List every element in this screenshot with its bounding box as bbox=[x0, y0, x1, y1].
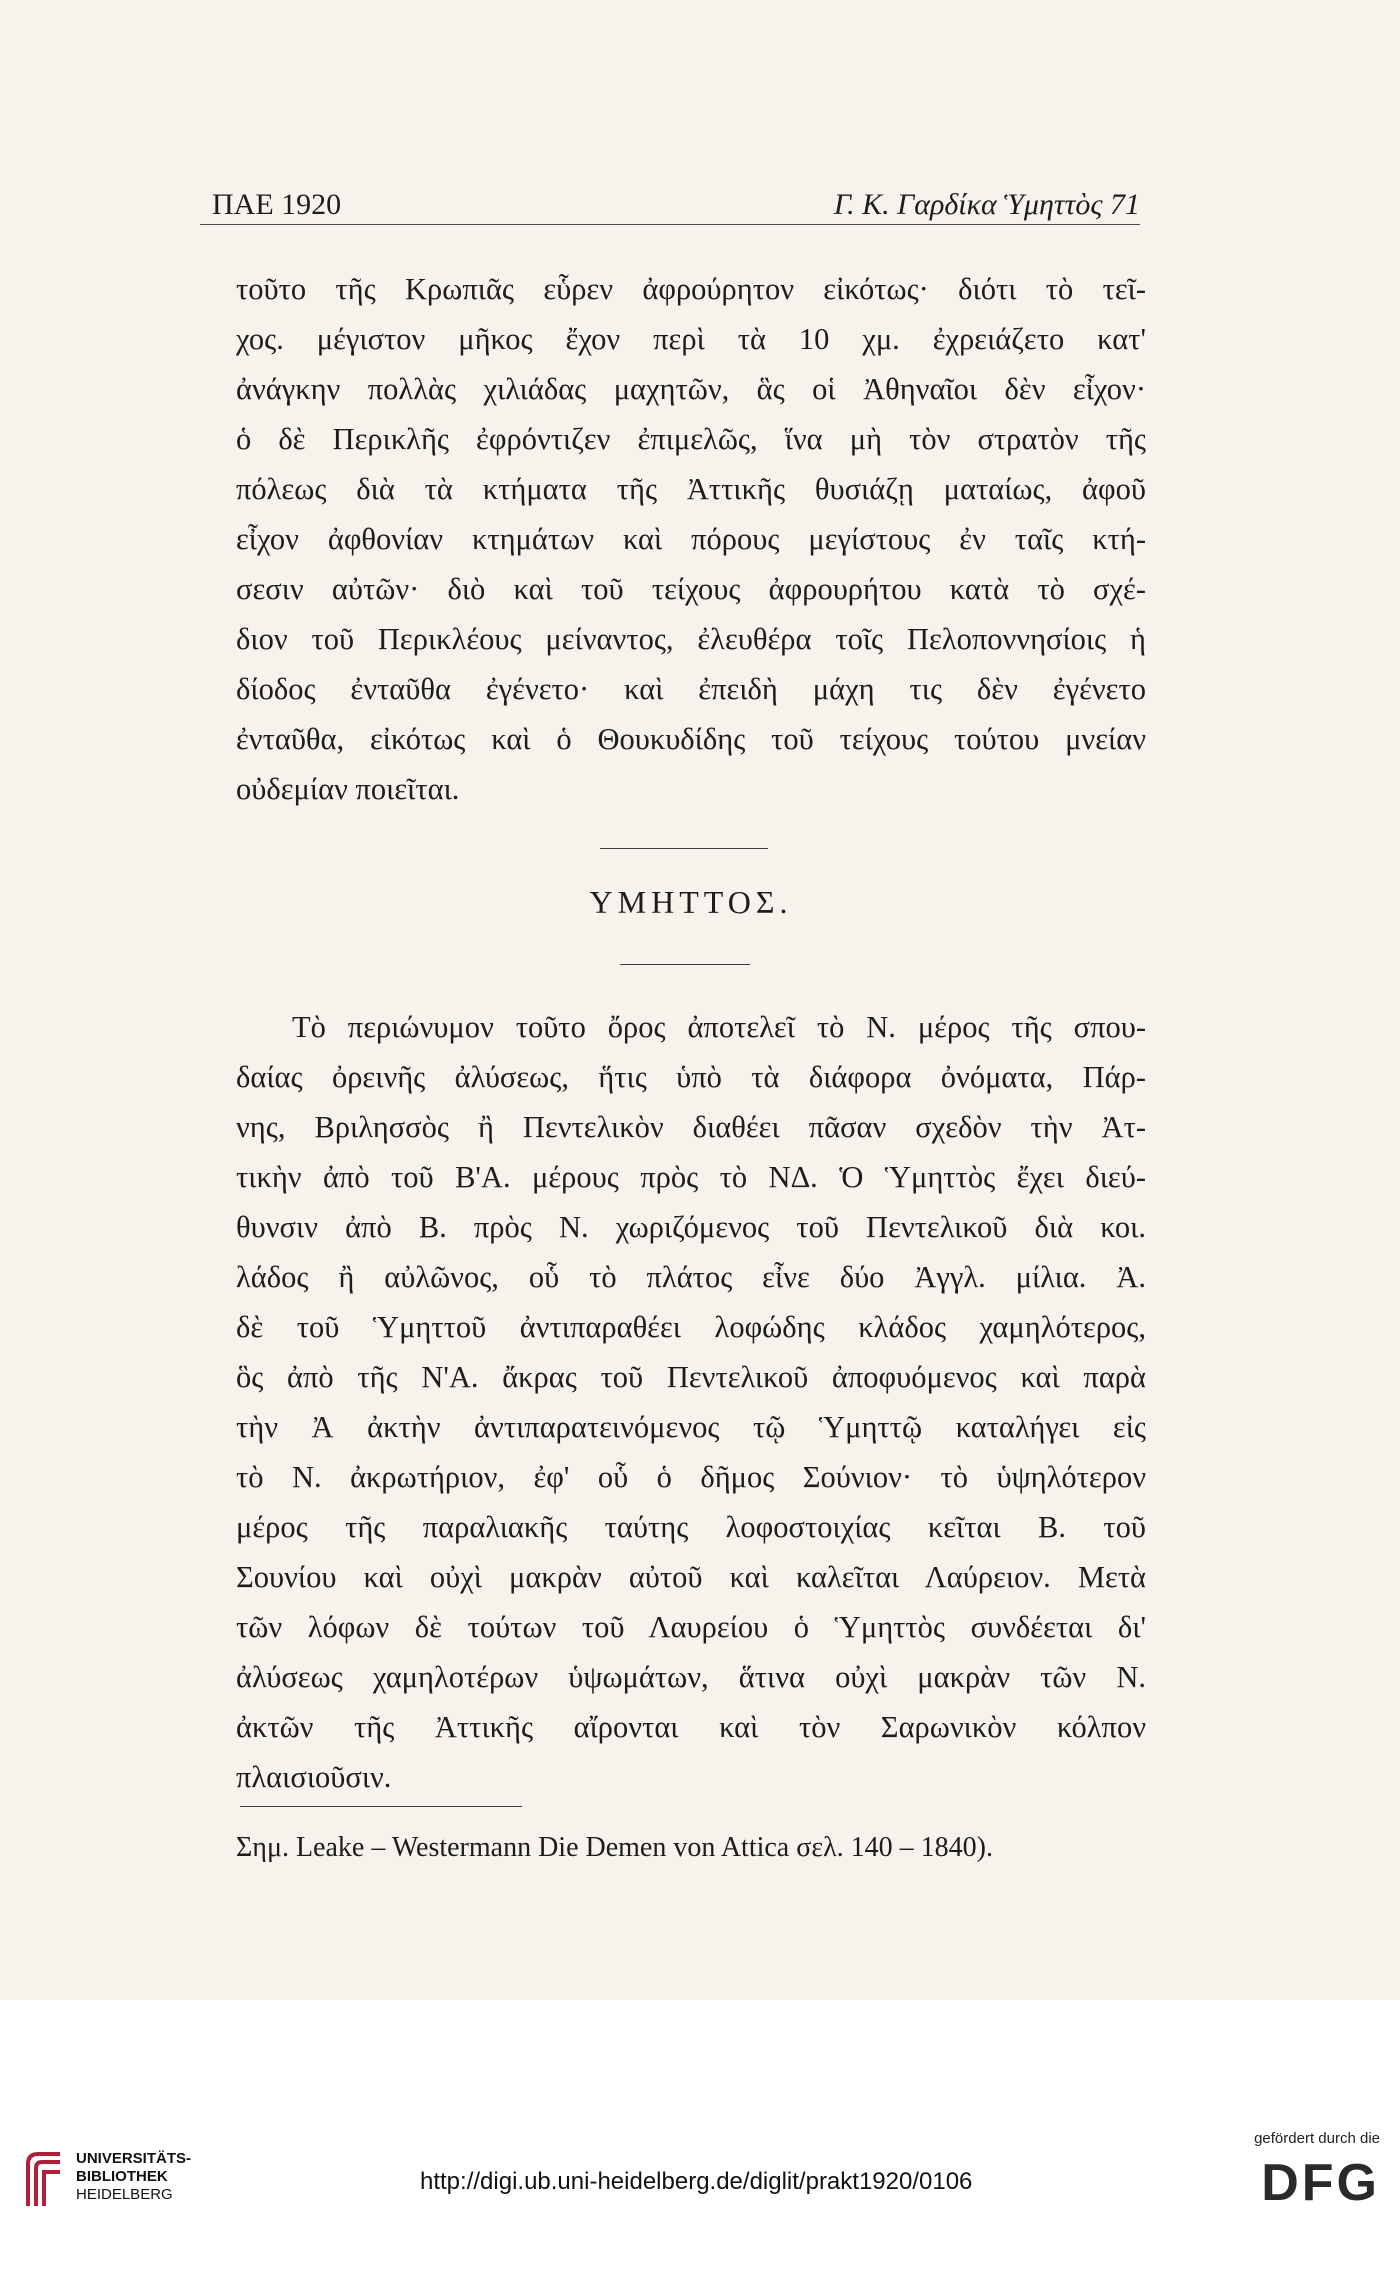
text-line: Σουνίου καὶ οὐχὶ μακρὰν αὐτοῦ καὶ καλεῖται Λαύρειον. Μετὰ bbox=[236, 1560, 1146, 1594]
digitization-footer bbox=[0, 2000, 1400, 2286]
footnote: Σημ. Leake – Westermann Die Demen von Attica σελ. 140 – 1840). bbox=[236, 1832, 993, 1863]
text-line: μέρος τῆς παραλιακῆς ταύτης λοφοστοιχίας κεῖται Β. τοῦ bbox=[236, 1510, 1146, 1544]
text-line: νης, Βριλησσὸς ἢ Πεντελικὸν διαθέει πᾶσαν σχεδὸν τὴν Ἀτ- bbox=[236, 1110, 1146, 1144]
text-line: δίοδος ἐνταῦθα ἐγένετο· καὶ ἐπειδὴ μάχη τις δὲν ἐγένετο bbox=[236, 672, 1146, 706]
footnote-rule bbox=[240, 1806, 522, 1807]
text-line: ἀκτῶν τῆς Ἀττικῆς αἴρονται καὶ τὸν Σαρωνικὸν κόλπον bbox=[236, 1710, 1146, 1744]
library-name-line: UNIVERSITÄTS- bbox=[76, 2150, 192, 2167]
dfg-funding-logo bbox=[1230, 2130, 1380, 2270]
library-logo-icon bbox=[24, 2148, 64, 2208]
text-line: χος. μέγιστον μῆκος ἔχον περὶ τὰ 10 χμ. ἐχρειάζετο κατ' bbox=[236, 322, 1146, 356]
text-line: τὸ Ν. ἀκρωτήριον, ἐφ' οὗ ὁ δῆμος Σούνιον· τὸ ὑψηλότερον bbox=[236, 1460, 1146, 1494]
text-line: τοῦτο τῆς Κρωπιᾶς εὗρεν ἀφρούρητον εἰκότως· διότι τὸ τεῖ- bbox=[236, 272, 1146, 306]
text-line: τῶν λόφων δὲ τούτων τοῦ Λαυρείου ὁ Ὑμηττὸς συνδέεται δι' bbox=[236, 1610, 1146, 1644]
text-line: ἀνάγκην πολλὰς χιλιάδας μαχητῶν, ἃς οἱ Ἀθηναῖοι δὲν εἶχον· bbox=[236, 372, 1146, 406]
text-line: ὁ δὲ Περικλῆς ἐφρόντιζεν ἐπιμελῶς, ἵνα μὴ τὸν στρατὸν τῆς bbox=[236, 422, 1146, 456]
text-line: ἐνταῦθα, εἰκότως καὶ ὁ Θουκυδίδης τοῦ τείχους τούτου μνείαν bbox=[236, 722, 1146, 756]
text-line: δὲ τοῦ Ὑμηττοῦ ἀντιπαραθέει λοφώδης κλάδος χαμηλότερος, bbox=[236, 1310, 1146, 1344]
text-line: λάδος ἢ αὐλῶνος, οὗ τὸ πλάτος εἶνε δύο Ἀγγλ. μίλια. Ἀ. bbox=[236, 1260, 1146, 1294]
permalink-url[interactable]: http://digi.ub.uni-heidelberg.de/diglit/prakt1920/0106 bbox=[420, 2168, 973, 2195]
text-line: πλαισιοῦσιν. bbox=[236, 1760, 392, 1794]
library-logo bbox=[10, 2128, 192, 2276]
text-line: δαίας ὀρεινῆς ἀλύσεως, ἥτις ὑπὸ τὰ διάφορα ὀνόματα, Πάρ- bbox=[236, 1060, 1146, 1094]
header-author-title-page: Γ. Κ. Γαρδίκα Ὑμηττὸς 71 bbox=[833, 188, 1140, 221]
section-title: ΥΜΗΤΤΟΣ. bbox=[589, 884, 793, 920]
text-line: ἀλύσεως χαμηλοτέρων ὑψωμάτων, ἅτινα οὐχὶ μακρὰν τῶν Ν. bbox=[236, 1660, 1146, 1694]
header-journal-year: ΠΑΕ 1920 bbox=[212, 188, 342, 221]
library-name bbox=[76, 2150, 191, 2204]
section-rule-bottom bbox=[620, 964, 750, 965]
dfg-caption: gefördert durch die bbox=[1254, 2130, 1380, 2147]
library-name-line: BIBLIOTHEK bbox=[76, 2168, 168, 2185]
section-rule-top bbox=[600, 848, 768, 849]
paragraph-hymettus bbox=[236, 1002, 1146, 1802]
text-line: πόλεως διὰ τὰ κτήματα τῆς Ἀττικῆς θυσιάζῃ ματαίως, ἀφοῦ bbox=[236, 472, 1146, 506]
text-line: εἶχον ἀφθονίαν κτημάτων καὶ πόρους μεγίστους ἐν ταῖς κτή- bbox=[236, 522, 1146, 556]
text-line: τὴν Ἀ ἀκτὴν ἀντιπαρατεινόμενος τῷ Ὑμηττῷ καταλήγει εἰς bbox=[236, 1410, 1146, 1444]
text-line: ὃς ἀπὸ τῆς Ν'Α. ἄκρας τοῦ Πεντελικοῦ ἀποφυόμενος καὶ παρὰ bbox=[236, 1360, 1146, 1394]
text-line: διον τοῦ Περικλέους μείναντος, ἐλευθέρα τοῖς Πελοποννησίοις ἡ bbox=[236, 622, 1146, 656]
text-line: Τὸ περιώνυμον τοῦτο ὄρος ἀποτελεῖ τὸ Ν. μέρος τῆς σπου- bbox=[292, 1010, 1146, 1044]
paragraph-kropia bbox=[236, 264, 1146, 814]
library-name-line: HEIDELBERG bbox=[76, 2186, 173, 2203]
running-header bbox=[200, 188, 1140, 225]
text-line: οὐδεμίαν ποιεῖται. bbox=[236, 772, 460, 806]
text-line: θυνσιν ἀπὸ Β. πρὸς Ν. χωριζόμενος τοῦ Πεντελικοῦ διὰ κοι. bbox=[236, 1210, 1146, 1244]
dfg-logo-text: DFG bbox=[1261, 2154, 1380, 2212]
text-line: σεσιν αὐτῶν· διὸ καὶ τοῦ τείχους ἀφρουρήτου κατὰ τὸ σχέ- bbox=[236, 572, 1146, 606]
text-line: τικὴν ἀπὸ τοῦ Β'Α. μέρους πρὸς τὸ ΝΔ. Ὁ Ὑμηττὸς ἔχει διεύ- bbox=[236, 1160, 1146, 1194]
